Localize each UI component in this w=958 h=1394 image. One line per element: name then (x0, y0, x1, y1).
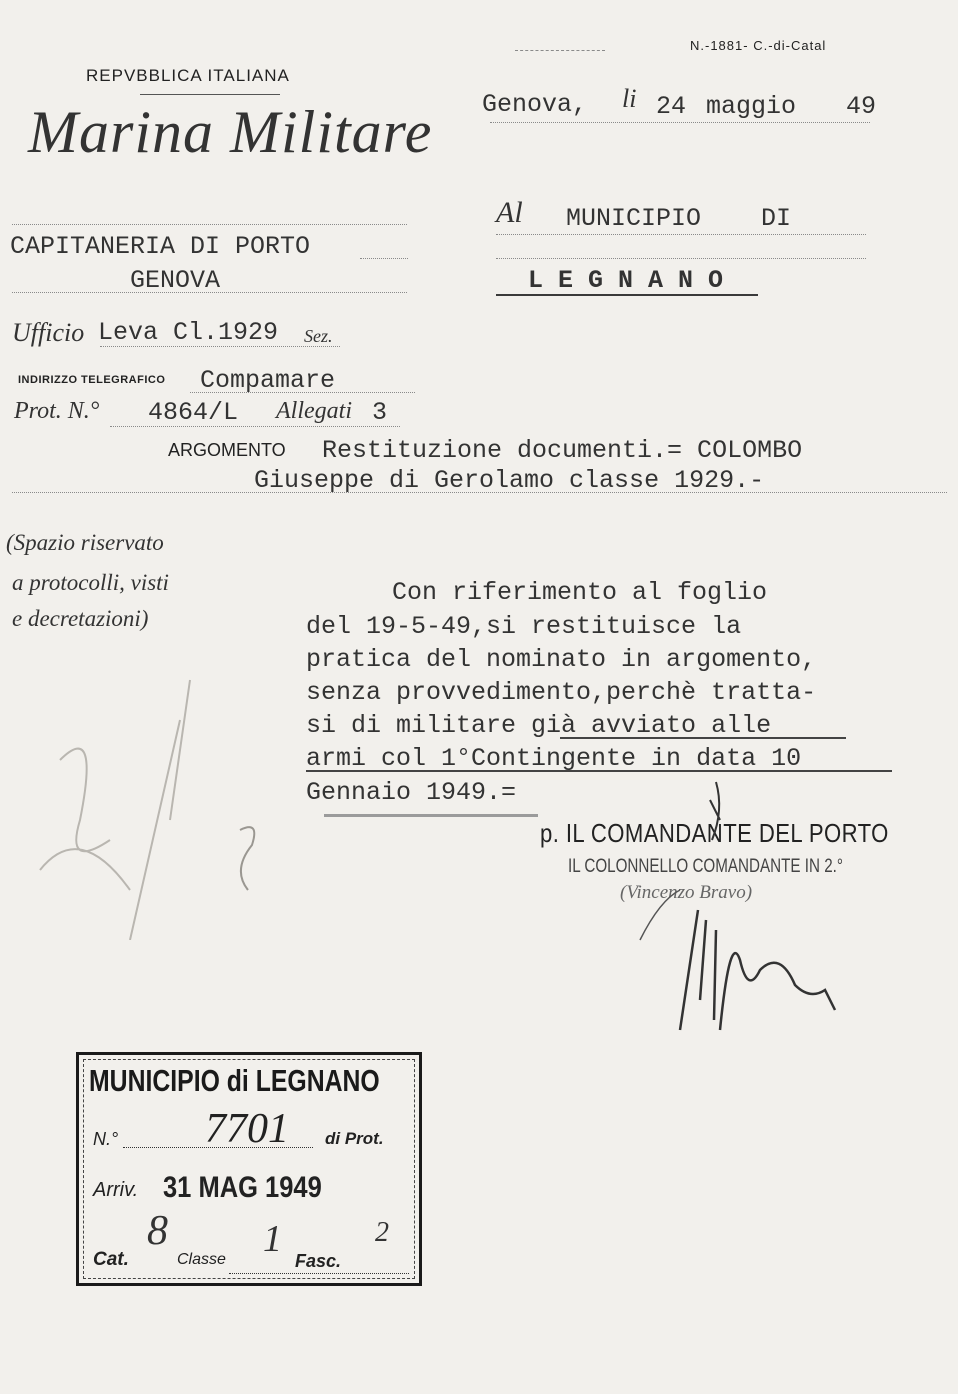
ufficio-suffix: Sez. (304, 326, 333, 346)
rule-1 (12, 224, 407, 225)
stamp-arrivo-date: 31 MAG 1949 (163, 1171, 322, 1204)
recipient-rule-1 (496, 234, 866, 235)
office-name: CAPITANERIA DI PORTO (10, 232, 311, 261)
signature-line3: (Vincenzo Bravo) (620, 882, 753, 903)
body-line-3: pratica del nominato in argomento, (306, 645, 817, 674)
marina-militare-title: Marina Militare (28, 99, 433, 165)
top-dash (515, 50, 605, 51)
stamp-fasc-label: Fasc. (295, 1251, 342, 1271)
stamp-cat-label: Cat. (93, 1249, 129, 1270)
stamp-classe-label: Classe (177, 1251, 226, 1268)
stamp-no-value: 7701 (205, 1106, 289, 1152)
ufficio-value: Leva Cl.1929 (98, 318, 279, 347)
recipient-rule-2 (496, 258, 866, 259)
pencil-marks (20, 640, 270, 940)
rule-6 (110, 426, 400, 427)
date-li: li (622, 84, 637, 113)
prot-value: 4864/L (148, 398, 239, 427)
rule-3 (12, 292, 407, 293)
handwritten-signature-icon (620, 780, 850, 1040)
signature-line1: p. IL COMANDANTE DEL PORTO (540, 818, 889, 848)
date-day: 24 (656, 92, 687, 121)
stamp-arrivo-label: Arriv. (93, 1179, 139, 1201)
recipient-line2: L E G N A N O (528, 266, 724, 295)
date-month: maggio (706, 92, 797, 121)
recipient-underline (496, 294, 758, 296)
underline-2 (306, 770, 892, 772)
body-line-4: senza provvedimento,perchè tratta- (306, 678, 817, 707)
subject-line1: Restituzione documenti.= COLOMBO (322, 436, 803, 465)
stamp-cat-rule (229, 1273, 409, 1274)
ufficio-label: Ufficio (12, 318, 85, 347)
date-rule (490, 122, 870, 123)
underline-3 (324, 814, 538, 817)
body-line-1: Con riferimento al foglio (392, 578, 768, 607)
republic-heading: REPVBBLICA ITALIANA (86, 66, 290, 85)
date-year: 49 (846, 92, 877, 121)
rule-2 (360, 258, 408, 259)
allegati-label: Allegati (276, 398, 352, 424)
margin-note-line2: a protocolli, visti (12, 570, 169, 595)
underline-1 (560, 737, 846, 739)
body-line-7: Gennaio 1949.= (306, 778, 517, 807)
subject-line2: Giuseppe di Gerolamo classe 1929.- (254, 466, 765, 495)
rule-4 (100, 346, 340, 347)
recipient-line1: MUNICIPIO DI (566, 204, 792, 233)
stamp-classe-value: 1 (263, 1218, 282, 1260)
prot-label: Prot. N.° (14, 398, 100, 424)
body-line-6: armi col 1°Contingente in data 10 (306, 744, 802, 773)
top-reference: N.-1881- C.-di-Catal (690, 38, 827, 53)
heading-rule (140, 94, 280, 95)
margin-note-line3: e decretazioni) (12, 606, 149, 631)
stamp-title: MUNICIPIO di LEGNANO (89, 1063, 380, 1098)
rule-5 (190, 392, 415, 393)
recipient-prefix: Al (496, 196, 523, 229)
subject-label: ARGOMENTO (168, 440, 286, 460)
stamp-no-label: N.° (93, 1129, 119, 1149)
office-city: GENOVA (130, 266, 221, 295)
body-line-5: si di militare già avviato alle (306, 711, 772, 740)
stamp-fasc-value: 2 (375, 1217, 389, 1248)
subject-rule (12, 492, 947, 493)
signature-line2: IL COLONNELLO COMANDANTE IN 2.° (568, 856, 843, 877)
date-city: Genova, (482, 90, 588, 119)
telegraph-label: INDIRIZZO TELEGRAFICO (18, 374, 166, 386)
protocol-stamp (76, 1052, 422, 1286)
body-line-2: del 19-5-49,si restituisce la (306, 612, 742, 641)
stamp-cat-value: 8 (147, 1208, 168, 1254)
allegati-value: 3 (372, 398, 388, 427)
margin-note-line1: (Spazio riservato (6, 530, 164, 555)
telegraph-value: Compamare (200, 366, 336, 395)
stamp-prot-label: di Prot. (325, 1129, 384, 1148)
